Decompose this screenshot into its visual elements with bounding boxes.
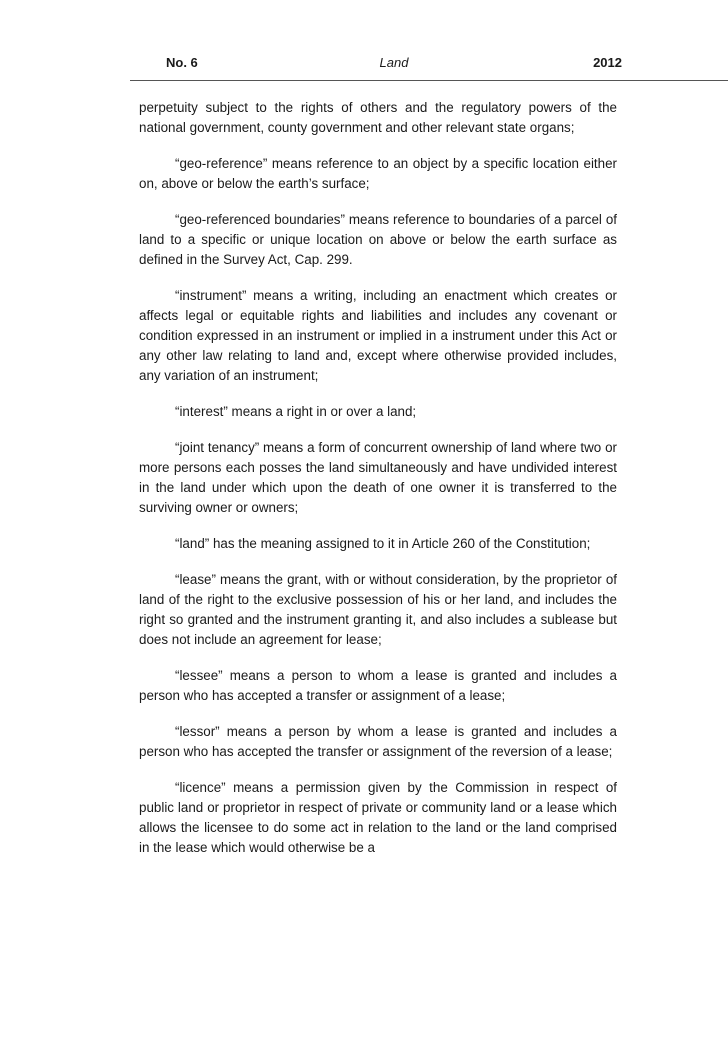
definition-instrument: “instrument” means a writing, including an enactment which creates or affects legal or equitable rights and liabilities and includes any covenant or condition expressed in an instrument or implied in a instrument under this Act or any other law relating to land and, except where otherwise provided includes, any variation of an instrument; bbox=[139, 288, 617, 383]
definition-licence: “licence” means a permission given by the Commission in respect of public land or proprietor in respect of private or community land or a lease which allows the licensee to do some act in relation to the land or the land comprised in the lease which would otherwise be a bbox=[139, 780, 617, 855]
definition-joint-tenancy: “joint tenancy” means a form of concurrent ownership of land where two or more persons each posses the land simultaneously and have undivided interest in the land under which upon the death of one owner it is transferred to the surviving owner or owners; bbox=[139, 440, 617, 515]
definition-lease: “lease” means the grant, with or without consideration, by the proprietor of land of the right to the exclusive possession of his or her land, and includes the right so granted and the instrument granting it, and also includes a sublease but does not include an agreement for lease; bbox=[139, 572, 617, 647]
paragraph-continuation: perpetuity subject to the rights of others and the regulatory powers of the national government, county government and other relevant state organs; bbox=[139, 100, 617, 135]
act-title: Land bbox=[379, 55, 409, 70]
definition-interest: “interest” means a right in or over a land; bbox=[175, 404, 417, 419]
definition-land: “land” has the meaning assigned to it in Article 260 of the Constitution; bbox=[175, 536, 591, 551]
act-number: No. 6 bbox=[166, 55, 198, 70]
definition-geo-referenced-boundaries: “geo-referenced boundaries” means reference to boundaries of a parcel of land to a specific or unique location on above or below the earth surface as defined in the Survey Act, Cap. 299. bbox=[139, 212, 617, 267]
definition-geo-reference: “geo-reference” means reference to an object by a specific location either on, above or below the earth’s surface; bbox=[139, 156, 617, 191]
header-rule bbox=[130, 80, 728, 81]
page-body bbox=[139, 98, 617, 874]
act-year: 2012 bbox=[593, 55, 622, 70]
definition-lessor: “lessor” means a person by whom a lease is granted and includes a person who has accepted the transfer or assignment of the reversion of a lease; bbox=[139, 724, 617, 759]
running-header bbox=[166, 55, 622, 75]
definition-lessee: “lessee” means a person to whom a lease is granted and includes a person who has accepted a transfer or assignment of a lease; bbox=[139, 668, 617, 703]
